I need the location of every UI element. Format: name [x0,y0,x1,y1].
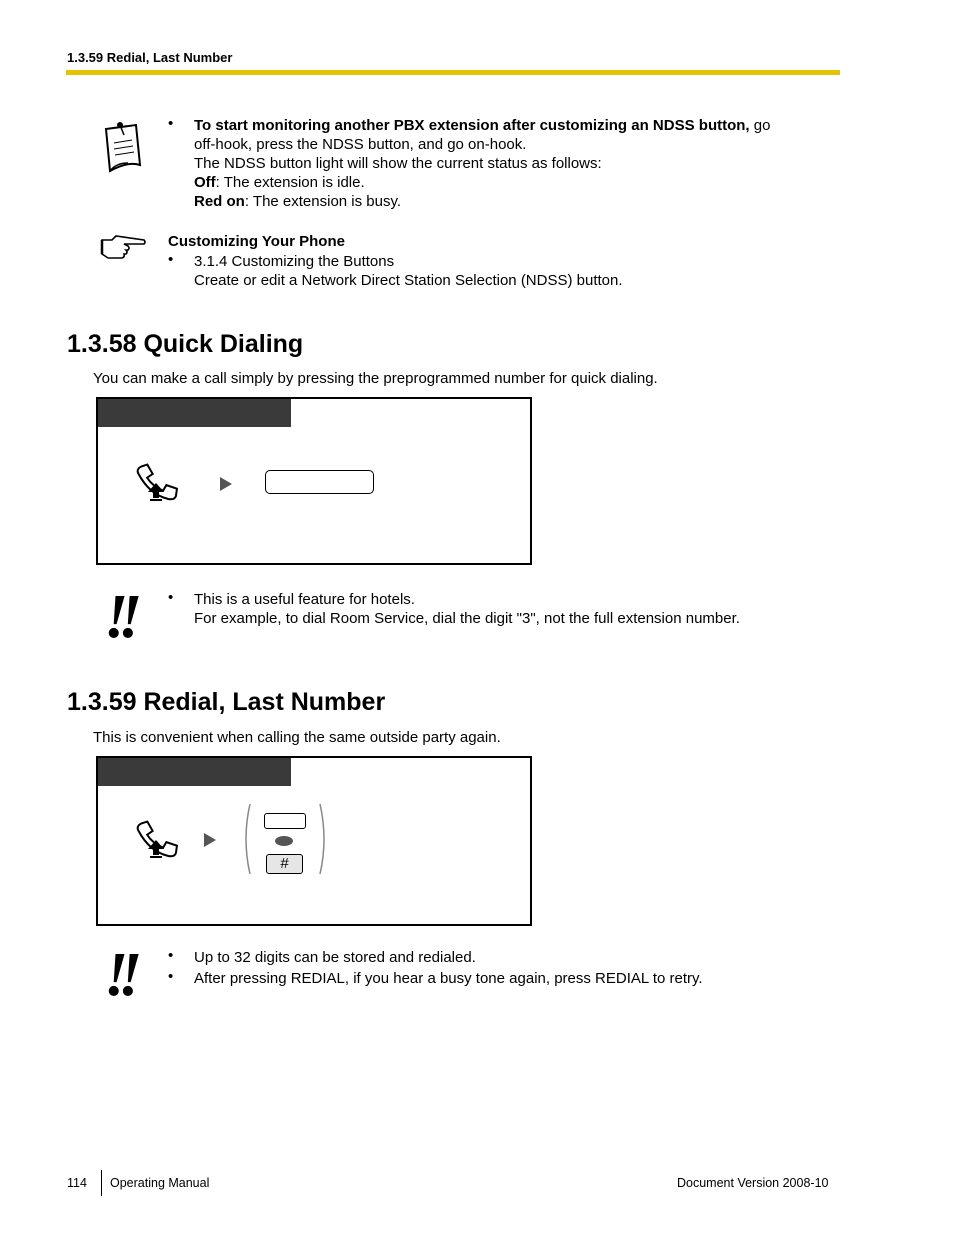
bullet: • [168,947,174,964]
next-step-arrow-icon [204,833,216,852]
customizing-desc: Create or edit a Network Direct Station Selection (NDSS) button. [194,272,623,289]
running-header: 1.3.59 Redial, Last Number [67,50,233,65]
redial-note-item: After pressing REDIAL, if you hear a busy tone again, press REDIAL to retry. [194,970,703,987]
warning-exclamation-icon: !! [104,583,133,651]
section-intro: This is convenient when calling the same outside party again. [93,729,501,746]
warning-exclamation-icon: !! [104,941,133,1009]
footer-document-version: Document Version 2008-10 [677,1176,829,1190]
customizing-ref [194,252,834,290]
note-lead-rest: go [749,117,771,134]
note-line: The NDSS button light will show the current status as follows: [194,155,602,172]
memo-note-icon [98,117,148,175]
note-bold-lead: To start monitoring another PBX extension after customizing an NDSS button, [194,117,750,134]
pointing-hand-icon [98,234,148,260]
procedure-box-redial [96,756,532,926]
customizing-title: Customizing Your Phone [168,233,345,250]
redial-note-item: Up to 32 digits can be stored and redialed. [194,949,476,966]
procedure-box-quick-dialing [96,397,532,565]
off-hook-handset-icon [136,820,184,865]
status-text-off: : The extension is idle. [215,174,365,191]
bullet: • [168,589,174,606]
bullet: • [168,251,174,268]
section-heading-quick-dialing: 1.3.58 Quick Dialing [67,330,304,358]
bullet: • [168,115,174,132]
next-step-arrow-icon [220,477,232,496]
redial-button[interactable] [264,813,306,829]
procedure-tab [98,399,291,427]
footer-manual-title: Operating Manual [110,1176,210,1190]
off-hook-handset-icon [136,463,184,508]
status-label-off: Off [194,174,216,191]
section-heading-redial: 1.3.59 Redial, Last Number [67,688,386,716]
header-rule [66,70,840,75]
section-intro: You can make a call simply by pressing the preprogrammed number for quick dialing. [93,370,658,387]
customizing-link[interactable]: 3.1.4 Customizing the Buttons [194,253,395,270]
hash-key-button[interactable]: # [266,854,303,874]
note-line: off-hook, press the NDSS button, and go on-hook. [194,136,527,153]
note-line: For example, to dial Room Service, dial the digit "3", not the full extension number. [194,610,740,627]
procedure-tab [98,758,291,786]
note-line: This is a useful feature for hotels. [194,591,415,608]
bullet: • [168,968,174,985]
option-separator-dot [275,836,293,846]
quick-dialing-note [194,590,834,628]
quick-dial-number-button[interactable] [265,470,374,494]
note-ndss-monitoring [194,116,834,211]
status-text-red: : The extension is busy. [244,193,402,210]
page-number: 114 [67,1176,87,1190]
footer-divider [101,1170,102,1196]
status-label-red: Red on [194,193,245,210]
